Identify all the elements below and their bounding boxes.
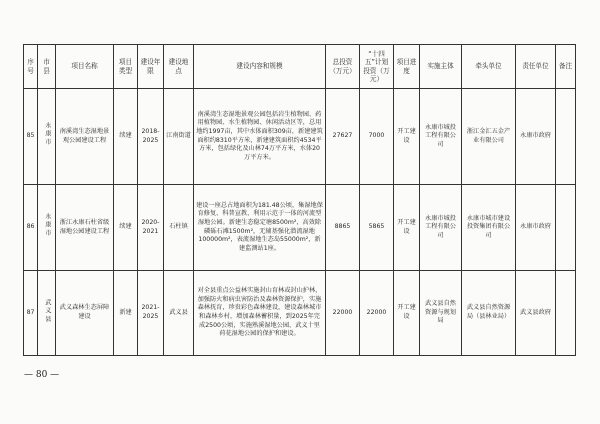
row-implementer: 武义县自然资源与规划局 <box>420 271 462 356</box>
row-project-name: 浙江永康石柱省级湿地公园建设工程 <box>56 185 114 271</box>
header-seq: 序号 <box>24 45 38 89</box>
row-total-investment: 27627 <box>326 89 360 185</box>
header-lead-unit: 牵头单位 <box>462 45 516 89</box>
header-location: 建设地点 <box>164 45 194 89</box>
row-responsible-unit: 武义县政府 <box>516 271 556 356</box>
row-plan-investment: 22000 <box>360 271 394 356</box>
row-project-type: 续建 <box>114 185 138 271</box>
header-responsible-unit: 责任单位 <box>516 45 556 89</box>
row-project-type: 新建 <box>114 271 138 356</box>
row-county <box>38 271 56 356</box>
header-total-investment: 总投资（万元） <box>326 45 360 89</box>
row-responsible-unit: 永康市政府 <box>516 89 556 185</box>
row-remarks <box>556 89 576 185</box>
row-period: 2020-2021 <box>138 185 164 271</box>
row-period: 2021-2025 <box>138 271 164 356</box>
row-project-name: 武义森林生态屏障建设 <box>56 271 114 356</box>
header-progress: 项目进度 <box>394 45 420 89</box>
county-label: 永康市 <box>43 213 51 238</box>
row-total-investment: 22000 <box>326 271 360 356</box>
row-progress: 开工建设 <box>394 89 420 185</box>
row-total-investment: 8865 <box>326 185 360 271</box>
table-row <box>24 271 576 356</box>
header-implementer: 实施主体 <box>420 45 462 89</box>
row-period: 2018-2025 <box>138 89 164 185</box>
row-project-type: 续建 <box>114 89 138 185</box>
row-content: 对全县重点公益林实施封山育林或封山护林，加强防火和病虫害防治及森林资源保护，实施森林抚育，珍贵彩色森林建设，建设森林城市和森林乡村，增加森林蓄积量，到2025年完成2500公顷，实施熟溪湿地公园、武义十里荷花湿地公园的保护和建设。 <box>194 271 326 356</box>
row-seq: 85 <box>24 89 38 185</box>
row-seq: 86 <box>24 185 38 271</box>
header-content-scale: 建设内容和规模 <box>194 45 326 89</box>
row-lead-unit: 永康市城市建设投资集团有限公司 <box>462 185 516 271</box>
row-lead-unit: 浙江金汇五金产业有限公司 <box>462 89 516 185</box>
header-project-name: 项目名称 <box>56 45 114 89</box>
row-plan-investment: 5865 <box>360 185 394 271</box>
header-construction-period: 建设年限 <box>138 45 164 89</box>
header-project-type: 项目类型 <box>114 45 138 89</box>
row-lead-unit: 武义县自然资源局（县林业局） <box>462 271 516 356</box>
page-number: — 80 — <box>24 370 60 380</box>
row-remarks <box>556 271 576 356</box>
table-row <box>24 89 576 185</box>
header-plan-investment: “十四五”计划投资（万元） <box>360 45 394 89</box>
row-county <box>38 89 56 185</box>
row-location: 石柱镇 <box>164 185 194 271</box>
county-label: 永康市 <box>43 122 51 147</box>
row-implementer: 永康市城投工程有限公司 <box>420 89 462 185</box>
row-remarks <box>556 185 576 271</box>
row-implementer: 永康市城投工程有限公司 <box>420 185 462 271</box>
row-location: 江南街道 <box>164 89 194 185</box>
header-remarks: 备注 <box>556 45 576 89</box>
row-county <box>38 185 56 271</box>
row-seq: 87 <box>24 271 38 356</box>
table-header-row <box>24 45 576 89</box>
row-content: 南溪湾生态湿地景观公园包括岩生植物园、药用植物园、水生植物园、休闲活动区等，总用地约1997亩，其中水体面积309亩，新建建筑面积约8310平方米，新建建筑面积约4534平方米，包括绿化及山林74万平方米，水体20万平方米。 <box>194 89 326 185</box>
row-project-name: 南溪湾生态湿地景观公园建设工程 <box>56 89 114 185</box>
county-label: 武义县 <box>43 298 51 324</box>
table-row <box>24 185 576 271</box>
header-county: 市县 <box>38 45 56 89</box>
row-plan-investment: 7000 <box>360 89 394 185</box>
row-progress: 开工建设 <box>394 185 420 271</box>
row-location: 武义县 <box>164 271 194 356</box>
row-responsible-unit: 永康市政府 <box>516 185 556 271</box>
project-table <box>23 44 576 356</box>
row-content: 建设一座总占地面积为181.48公顷，集湿地保育修复、科普宣教、利用示范于一体的河流型湿地公园。新建生态稳定塘8500m²，高效除磷砾石滩1500m²，无辅基强化潜流湿地100000m²，表流湿地生态岛55000m²，新建监测站1座。 <box>194 185 326 271</box>
row-progress: 开工建设 <box>394 271 420 356</box>
